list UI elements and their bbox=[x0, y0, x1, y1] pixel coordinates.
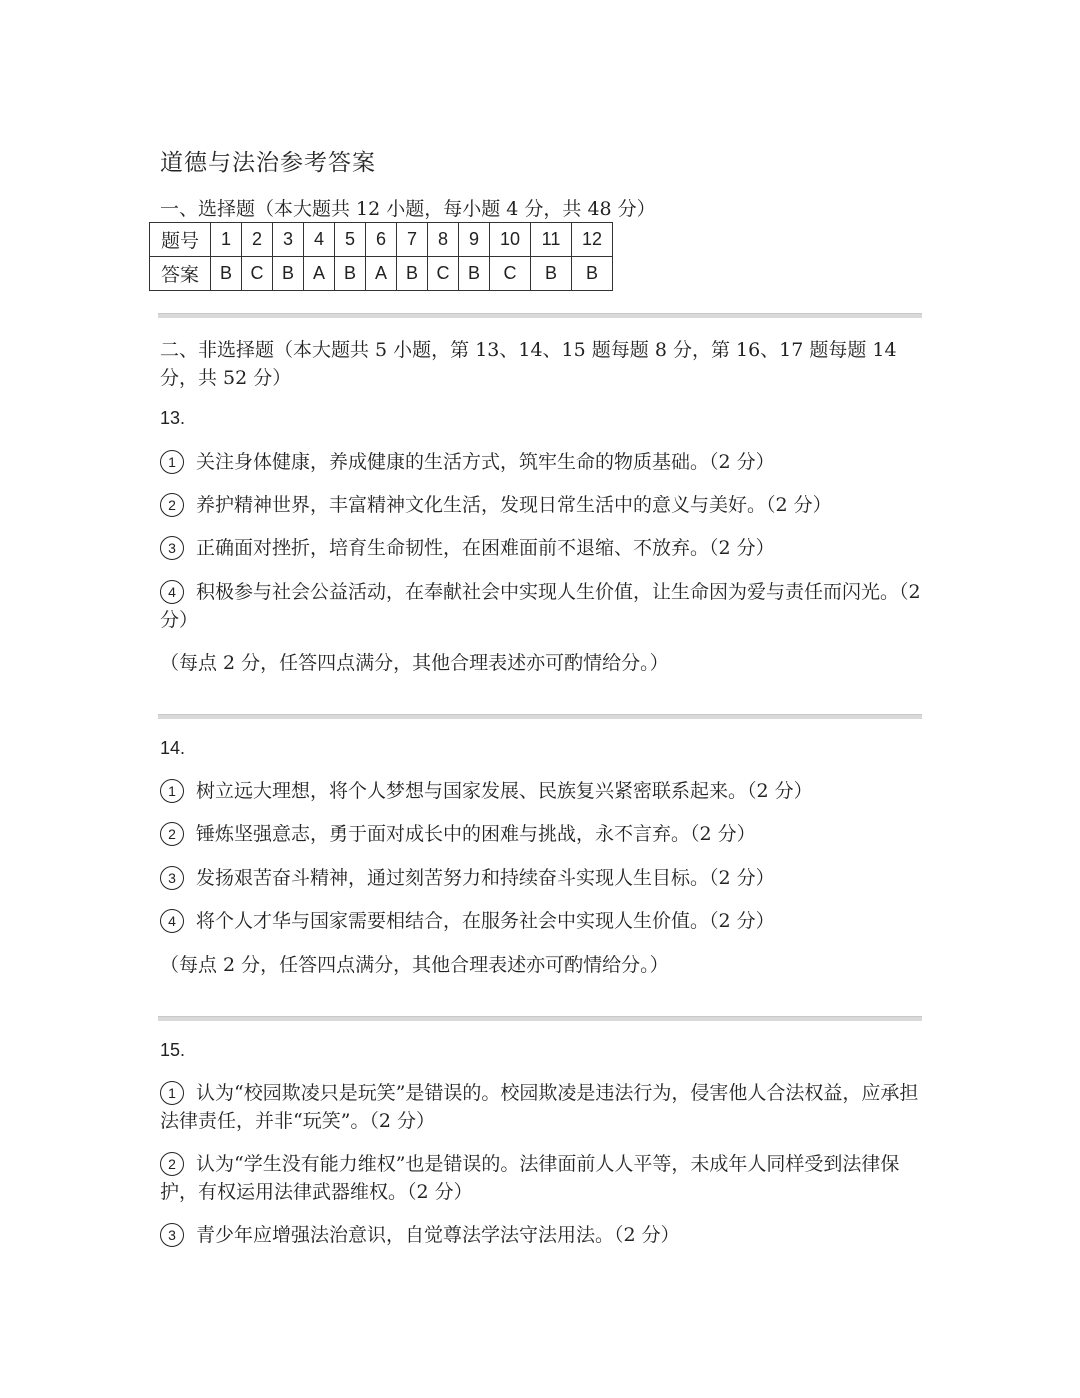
table-cell: B bbox=[397, 257, 428, 291]
answer-header-label: 答案 bbox=[150, 257, 211, 291]
point-text: 锤炼坚强意志，勇于面对成长中的困难与挑战，永不言弃。（2 分） bbox=[196, 823, 756, 845]
table-cell: C bbox=[242, 257, 273, 291]
table-cell: B bbox=[273, 257, 304, 291]
table-cell: 10 bbox=[490, 223, 531, 257]
q13-scoring-note: （每点 2 分，任答四点满分，其他合理表述亦可酌情给分。） bbox=[160, 652, 669, 674]
table-cell: 4 bbox=[304, 223, 335, 257]
q15-point-1 bbox=[160, 1079, 922, 1135]
q14-point-2 bbox=[160, 820, 922, 848]
table-cell: B bbox=[572, 257, 613, 291]
table-cell: B bbox=[211, 257, 242, 291]
point-text: 树立远大理想，将个人梦想与国家发展、民族复兴紧密联系起来。（2 分） bbox=[196, 780, 813, 802]
point-text: 青少年应增强法治意识，自觉尊法学法守法用法。（2 分） bbox=[196, 1224, 680, 1246]
circled-number-marker: 3 bbox=[160, 1223, 184, 1247]
answer-row bbox=[150, 257, 613, 291]
table-cell: 7 bbox=[397, 223, 428, 257]
point-text: 发扬艰苦奋斗精神，通过刻苦努力和持续奋斗实现人生目标。（2 分） bbox=[196, 867, 775, 889]
table-cell: B bbox=[459, 257, 490, 291]
q15-point-3 bbox=[160, 1221, 922, 1249]
table-cell: 12 bbox=[572, 223, 613, 257]
section-divider bbox=[158, 714, 922, 719]
table-cell: 5 bbox=[335, 223, 366, 257]
point-text: 认为“学生没有能力维权”也是错误的。法律面前人人平等，未成年人同样受到法律保护，有权运用法律武器维权。（2 分） bbox=[160, 1153, 900, 1203]
question-number-row bbox=[150, 223, 613, 257]
circled-number-marker: 3 bbox=[160, 536, 184, 560]
q13-point-4 bbox=[160, 578, 922, 634]
answer-table bbox=[149, 222, 613, 291]
circled-number-marker: 2 bbox=[160, 822, 184, 846]
q14-point-4 bbox=[160, 907, 922, 935]
point-text: 将个人才华与国家需要相结合，在服务社会中实现人生价值。（2 分） bbox=[196, 910, 775, 932]
question-15-number: 15. bbox=[160, 1040, 186, 1060]
table-cell: 8 bbox=[428, 223, 459, 257]
q14-scoring-note: （每点 2 分，任答四点满分，其他合理表述亦可酌情给分。） bbox=[160, 954, 669, 976]
table-cell: 2 bbox=[242, 223, 273, 257]
circled-number-marker: 2 bbox=[160, 1152, 184, 1176]
table-cell: 3 bbox=[273, 223, 304, 257]
q13-point-3 bbox=[160, 534, 922, 562]
table-cell: B bbox=[531, 257, 572, 291]
table-cell: C bbox=[490, 257, 531, 291]
table-cell: 9 bbox=[459, 223, 490, 257]
table-cell: 6 bbox=[366, 223, 397, 257]
question-13-number: 13. bbox=[160, 408, 186, 428]
q13-point-1 bbox=[160, 448, 922, 476]
q15-point-2 bbox=[160, 1150, 922, 1206]
point-text: 养护精神世界，丰富精神文化生活，发现日常生活中的意义与美好。（2 分） bbox=[196, 494, 832, 516]
section2-heading: 二、非选择题（本大题共 5 小题，第 13、14、15 题每题 8 分，第 16、17 题每题 14 分，共 52 分） bbox=[160, 339, 897, 389]
row-header-label: 题号 bbox=[150, 223, 211, 257]
circled-number-marker: 2 bbox=[160, 493, 184, 517]
table-cell: B bbox=[335, 257, 366, 291]
table-cell: A bbox=[366, 257, 397, 291]
section-divider bbox=[158, 1016, 922, 1021]
table-cell: A bbox=[304, 257, 335, 291]
point-text: 积极参与社会公益活动，在奉献社会中实现人生价值，让生命因为爱与责任而闪光。（2 分） bbox=[160, 581, 921, 631]
point-text: 关注身体健康，养成健康的生活方式，筑牢生命的物质基础。（2 分） bbox=[196, 451, 775, 473]
table-cell: 1 bbox=[211, 223, 242, 257]
q14-point-1 bbox=[160, 777, 922, 805]
q14-point-3 bbox=[160, 864, 922, 892]
circled-number-marker: 1 bbox=[160, 450, 184, 474]
question-14-number: 14. bbox=[160, 738, 186, 758]
circled-number-marker: 4 bbox=[160, 909, 184, 933]
circled-number-marker: 3 bbox=[160, 866, 184, 890]
circled-number-marker: 1 bbox=[160, 779, 184, 803]
point-text: 正确面对挫折，培育生命韧性，在困难面前不退缩、不放弃。（2 分） bbox=[196, 537, 775, 559]
point-text: 认为“校园欺凌只是玩笑”是错误的。校园欺凌是违法行为，侵害他人合法权益，应承担法律责任，并非“玩笑”。（2 分） bbox=[160, 1082, 919, 1132]
circled-number-marker: 1 bbox=[160, 1081, 184, 1105]
section-divider bbox=[158, 313, 922, 318]
circled-number-marker: 4 bbox=[160, 580, 184, 604]
table-cell: C bbox=[428, 257, 459, 291]
document-title: 道德与法治参考答案 bbox=[160, 150, 376, 176]
table-cell: 11 bbox=[531, 223, 572, 257]
section1-heading: 一、选择题（本大题共 12 小题，每小题 4 分，共 48 分） bbox=[160, 198, 656, 220]
q13-point-2 bbox=[160, 491, 922, 519]
